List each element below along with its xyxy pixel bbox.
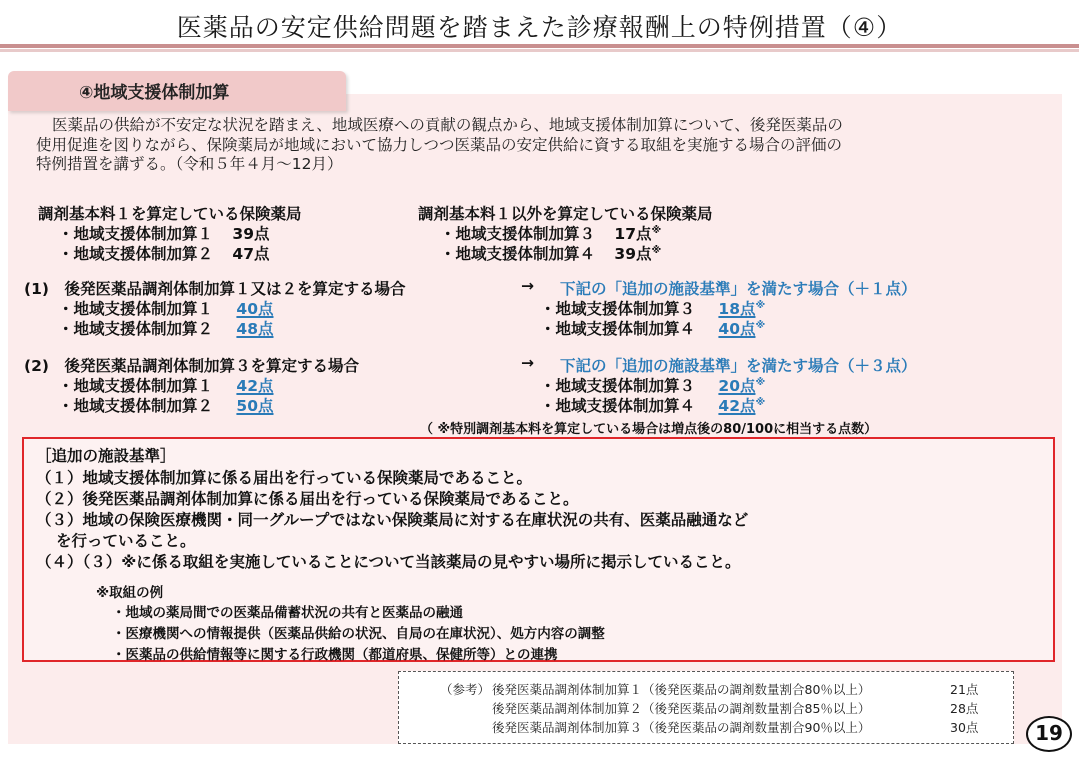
item-label: ・地域支援体制加算３ <box>440 225 596 243</box>
case1-heading: (1) 後発医薬品調剤体制加算１又は２を算定する場合 <box>24 280 406 298</box>
asterisk-mark: ※ <box>651 224 662 236</box>
base-right-heading: 調剤基本料１以外を算定している保険薬局 <box>418 205 713 223</box>
case1-right-item <box>540 317 765 339</box>
intro-line: 使用促進を図りながら、保険薬局が地域において協力しつつ医薬品の安定供給に資する取組を実施する場合の評価の <box>36 135 843 154</box>
examples-heading: ※取組の例 <box>96 585 164 601</box>
case2-left-item <box>58 394 274 416</box>
footnote: （ ※特別調剤基本料を算定している場合は増点後の80/100に相当する点数） <box>420 422 878 437</box>
title-bar <box>0 0 1079 60</box>
base-left-item <box>58 222 270 244</box>
reference-name: 後発医薬品調剤体制加算３ <box>492 720 643 735</box>
item-label: ・地域支援体制加算３ <box>540 377 696 395</box>
case2-right-item <box>540 394 765 416</box>
example-item: ・医薬品の供給情報等に関する行政機関（都道府県、保健所等）との連携 <box>112 647 558 663</box>
case2-heading: (2) 後発医薬品調剤体制加算３を算定する場合 <box>24 357 359 375</box>
case1-left-item <box>58 317 274 339</box>
item-points: 17点 <box>614 225 652 243</box>
title-underline-light <box>0 49 1079 52</box>
criteria-heading: ［追加の施設基準］ <box>36 447 176 465</box>
intro-paragraph <box>36 116 1056 175</box>
item-points: 42点 <box>718 397 756 415</box>
asterisk-mark: ※ <box>755 376 766 388</box>
asterisk-mark: ※ <box>755 396 766 408</box>
reference-condition: （後発医薬品の調剤数量割合90％以上） <box>642 720 871 735</box>
item-points: 39点 <box>614 245 652 263</box>
reference-points: 30点 <box>950 720 979 735</box>
reference-name: 後発医薬品調剤体制加算２ <box>492 701 643 716</box>
item-points: 39点 <box>232 225 270 243</box>
item-label: ・地域支援体制加算２ <box>58 245 214 263</box>
item-label: ・地域支援体制加算１ <box>58 225 214 243</box>
item-points: 47点 <box>232 245 270 263</box>
item-points: 18点 <box>718 300 756 318</box>
intro-line: 医薬品の供給が不安定な状況を踏まえ、地域医療への貢献の観点から、地域支援体制加算について、後発医薬品の <box>52 116 843 134</box>
item-points: 20点 <box>718 377 756 395</box>
reference-row <box>492 680 870 698</box>
case1-condition: 下記の「追加の施設基準」を満たす場合（＋１点） <box>560 280 917 298</box>
asterisk-mark: ※ <box>755 299 766 311</box>
asterisk-mark: ※ <box>755 319 766 331</box>
reference-row <box>492 699 870 717</box>
reference-row <box>492 718 870 736</box>
base-left-heading: 調剤基本料１を算定している保険薬局 <box>38 205 302 223</box>
example-item: ・地域の薬局間での医薬品備蓄状況の共有と医薬品の融通 <box>112 605 463 621</box>
criteria-item: （１）地域支援体制加算に係る届出を行っている保険薬局であること。 <box>36 469 533 487</box>
reference-condition: （後発医薬品の調剤数量割合85％以上） <box>642 701 871 716</box>
reference-points: 21点 <box>950 682 979 697</box>
intro-line: 特例措置を講ずる。（令和５年４月～12月） <box>36 155 343 173</box>
item-points: 42点 <box>236 377 274 395</box>
case2-left-item <box>58 374 274 396</box>
case1-right-item <box>540 297 765 319</box>
item-label: ・地域支援体制加算２ <box>58 320 214 338</box>
criteria-item: （４）（３）※に係る取組を実施していることについて当該薬局の見やすい場所に掲示していること。 <box>36 553 741 571</box>
item-label: ・地域支援体制加算１ <box>58 300 214 318</box>
example-item: ・医療機関への情報提供（医薬品供給の状況、自局の在庫状況）、処方内容の調整 <box>112 626 605 642</box>
item-points: 40点 <box>236 300 274 318</box>
case2-condition: 下記の「追加の施設基準」を満たす場合（＋３点） <box>560 357 917 375</box>
case2-right-item <box>540 374 765 396</box>
criteria-item: （３）地域の保険医療機関・同一グループではない保険薬局に対する在庫状況の共有、医薬品融通など <box>36 511 749 529</box>
item-label: ・地域支援体制加算２ <box>58 397 214 415</box>
section-tab-label: ④地域支援体制加算 <box>79 83 230 103</box>
base-left-item <box>58 242 270 264</box>
reference-prefix: （参考） <box>440 682 491 697</box>
criteria-item: （２）後発医薬品調剤体制加算に係る届出を行っている保険薬局であること。 <box>36 490 579 508</box>
page-title: 医薬品の安定供給問題を踏まえた診療報酬上の特例措置（④） <box>176 13 903 42</box>
arrow-icon: → <box>521 354 534 372</box>
item-points: 40点 <box>718 320 756 338</box>
item-label: ・地域支援体制加算４ <box>540 320 696 338</box>
item-label: ・地域支援体制加算３ <box>540 300 696 318</box>
criteria-item-continuation: を行っていること。 <box>56 532 196 550</box>
title-underline <box>0 44 1079 48</box>
case1-left-item <box>58 297 274 319</box>
item-label: ・地域支援体制加算１ <box>58 377 214 395</box>
reference-condition: （後発医薬品の調剤数量割合80％以上） <box>642 682 871 697</box>
item-points: 48点 <box>236 320 274 338</box>
base-right-item <box>440 242 661 264</box>
item-label: ・地域支援体制加算４ <box>540 397 696 415</box>
page-number: 19 <box>1026 716 1072 752</box>
base-right-item <box>440 222 661 244</box>
item-points: 50点 <box>236 397 274 415</box>
item-label: ・地域支援体制加算４ <box>440 245 596 263</box>
reference-points: 28点 <box>950 701 979 716</box>
reference-name: 後発医薬品調剤体制加算１ <box>492 682 643 697</box>
asterisk-mark: ※ <box>651 244 662 256</box>
arrow-icon: → <box>521 277 534 295</box>
